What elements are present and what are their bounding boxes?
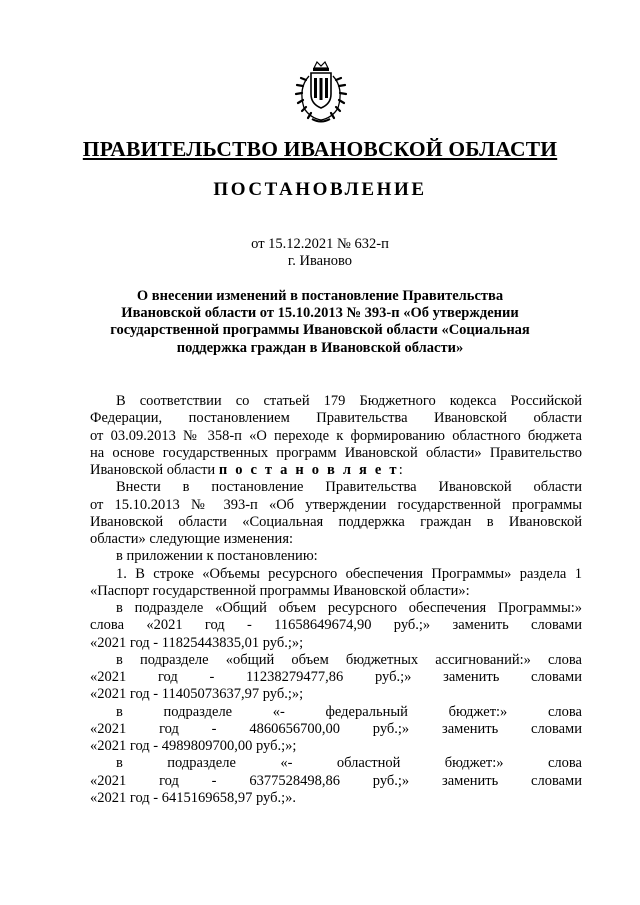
document-body (90, 393, 582, 807)
resolution-word: п о с т а н о в л я е т (218, 462, 399, 478)
body-line: на основе государственных программ Ивановской области» Правительство (90, 444, 582, 461)
body-text-span: : (398, 462, 403, 478)
body-line: Ивановской области «Социальная поддержка граждан в Ивановской (90, 513, 582, 530)
body-line: слова «2021 год - 11658649674,90 руб.;» заменить словами (90, 617, 582, 634)
body-line: от 15.10.2013 № 393-п «Об утверждении государственной программы (90, 496, 582, 513)
body-line: в подразделе «- областной бюджет:» слова (116, 755, 582, 772)
body-line: «2021 год - 4860656700,00 руб.;» заменить словами (90, 720, 582, 737)
body-line: Федерации, постановлением Правительства Ивановской области (90, 410, 582, 427)
subject-line: О внесении изменений в постановление Правительства (136, 288, 504, 304)
body-line: «2021 год - 4989809700,00 руб.;»; (90, 738, 297, 754)
document-type: ПОСТАНОВЛЕНИЕ (213, 179, 427, 200)
body-line: области» следующие изменения: (90, 531, 294, 547)
body-line: «2021 год - 11825443835,01 руб.;»; (90, 634, 304, 651)
body-line: от 03.09.2013 № 358-п «О переходе к формированию областного бюджета (90, 427, 582, 444)
subject-line: государственной программы Ивановской области «Социальная (110, 322, 530, 339)
subject-line: Ивановской области от 15.10.2013 № 393-п «Об утверждении (121, 305, 519, 322)
body-line: в приложении к постановлению: (116, 548, 318, 565)
body-line: «2021 год - 11238279477,86 руб.;» заменить словами (90, 669, 582, 685)
body-line (90, 462, 582, 479)
organization-name: ПРАВИТЕЛЬСТВО ИВАНОВСКОЙ ОБЛАСТИ (82, 137, 558, 161)
body-line: «2021 год - 11405073637,97 руб.;»; (90, 686, 304, 703)
document-date-number: от 15.12.2021 № 632-п (251, 236, 389, 252)
body-line: 1. В строке «Объемы ресурсного обеспечения Программы» раздела 1 (116, 565, 582, 582)
body-line: в подразделе «- федеральный бюджет:» слова (116, 703, 582, 720)
document-subject (98, 288, 542, 357)
body-line: в подразделе «общий объем бюджетных ассигнований:» слова (116, 651, 582, 668)
subject-line: поддержка граждан в Ивановской области» (176, 339, 464, 356)
body-line: Внести в постановление Правительства Ивановской области (116, 479, 582, 496)
body-line: «2021 год - 6415169658,97 руб.;». (90, 789, 297, 806)
coat-of-arms-emblem (292, 58, 350, 126)
body-line: в подразделе «Общий объем ресурсного обеспечения Программы:» (116, 600, 582, 616)
organization-title (0, 137, 640, 162)
document-city: г. Иваново (287, 253, 353, 269)
body-line: «Паспорт государственной программы Ивановской области»: (90, 582, 470, 599)
body-line: «2021 год - 6377528498,86 руб.;» заменить словами (90, 772, 582, 789)
body-line: В соответствии со статьей 179 Бюджетного кодекса Российской (116, 393, 582, 409)
body-text-span: Ивановской области (90, 462, 219, 478)
